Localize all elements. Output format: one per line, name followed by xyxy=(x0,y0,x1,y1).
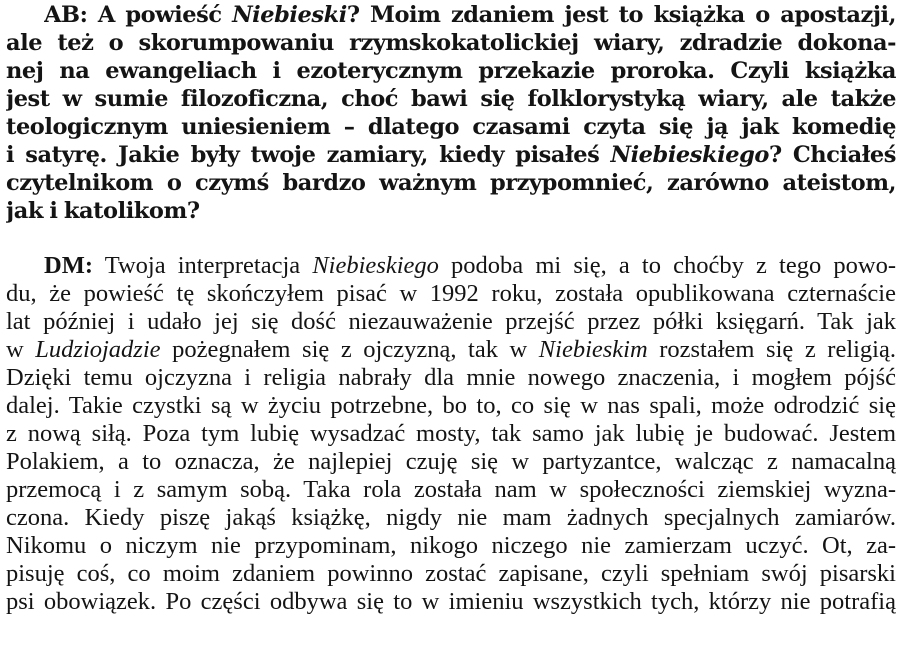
text-segment: ? Moim zdaniem jest to książka o apostazji, xyxy=(346,2,896,28)
question-line xyxy=(6,170,896,200)
text-segment: pożegnałem się z ojczyzną, tak w xyxy=(160,336,539,363)
answer-line xyxy=(6,532,896,562)
question-line xyxy=(6,58,896,88)
text-segment: dalej. Takie czystki są w życiu potrzebne, bo to, co się w nas spali, może odrodzić się xyxy=(6,392,896,419)
text-segment: z nową siłą. Poza tym lubię wysadzać mosty, tak samo jak lubię je budować. Jestem xyxy=(6,420,896,447)
text-segment: Polakiem, a to oznacza, że najlepiej czuję się w partyzantce, walcząc z namacalną xyxy=(6,448,896,475)
text-segment: Dzięki temu ojczyzna i religia nabrały dla mnie nowego znaczenia, i mogłem pójść xyxy=(6,364,896,391)
text-segment: czona. Kiedy piszę jakąś książkę, nigdy nie mam żadnych specjalnych zamiarów. xyxy=(6,504,896,531)
question-line-content xyxy=(98,2,896,28)
answer-line xyxy=(6,588,896,618)
italic-title-text: Ludziojadzie xyxy=(35,336,161,363)
answer-line xyxy=(6,280,896,310)
answer-line xyxy=(6,308,896,338)
text-segment: A powieść xyxy=(97,2,233,28)
answer-line xyxy=(6,420,896,450)
answer-line xyxy=(6,504,896,534)
question-line xyxy=(6,198,896,228)
answer-line-content xyxy=(93,252,896,279)
text-segment: psi obowiązek. Po części odbywa się to w imieniu wszystkich tych, którzy nie potrafią xyxy=(6,588,896,615)
speaker-label-dm: DM: xyxy=(44,252,93,279)
text-segment: Twoja interpretacja xyxy=(92,252,313,279)
question-line xyxy=(6,86,896,116)
question-line xyxy=(6,114,896,144)
answer-line xyxy=(44,252,896,282)
answer-line xyxy=(6,336,896,366)
text-segment: rozstałem się z religią. xyxy=(647,336,896,363)
text-segment: lat później i udało jej się dość niezauważenie przejść przez półki księgarń. Tak jak xyxy=(6,308,896,335)
text-segment: pisuję coś, co moim zdaniem powinno zostać zapisane, czyli spełniam swój pisarski xyxy=(6,560,896,587)
text-segment: ale też o skorumpowaniu rzymskokatolickiej wiary, zdradzie dokona- xyxy=(6,30,896,56)
text-segment: teologicznym uniesieniem – dlatego czasami czyta się ją jak komedię xyxy=(6,114,896,140)
text-segment: ? Chciałeś xyxy=(768,142,896,168)
italic-title-text: Niebieski xyxy=(232,2,347,28)
text-segment: nej na ewangeliach i ezoterycznym przekazie proroka. Czyli książka xyxy=(6,58,896,84)
question-line xyxy=(44,2,896,32)
text-segment: jest w sumie filozoficzna, choć bawi się folklorystyką wiary, ale także xyxy=(6,86,896,112)
italic-title-text: Niebieskim xyxy=(538,336,648,363)
text-segment: du, że powieść tę skończyłem pisać w 1992 roku, została opublikowana czternaście xyxy=(6,280,896,307)
text-segment: jak i katolikom? xyxy=(6,198,200,224)
answer-line xyxy=(6,560,896,590)
text-segment: podoba mi się, a to choćby z tego powo- xyxy=(438,252,896,279)
text-segment: w xyxy=(6,336,36,363)
answer-line xyxy=(6,476,896,506)
text-segment: czytelnikom o czymś bardzo ważnym przypomnieć, zarówno ateistom, xyxy=(6,170,896,196)
text-segment: przemocą i z samym sobą. Taka rola została nam w społeczności ziemskiej wyzna- xyxy=(6,476,896,503)
question-line xyxy=(6,142,896,172)
answer-line xyxy=(6,392,896,422)
question-line xyxy=(6,30,896,60)
answer-line xyxy=(6,364,896,394)
italic-title-text: Niebieskiego xyxy=(312,252,439,279)
italic-title-text: Niebieskiego xyxy=(610,142,769,168)
speaker-label-ab: AB: xyxy=(44,2,88,28)
text-segment: Nikomu o niczym nie przypominam, nikogo niczego nie zamierzam uczyć. Ot, za- xyxy=(6,532,896,559)
answer-line xyxy=(6,448,896,478)
text-segment: i satyrę. Jakie były twoje zamiary, kiedy pisałeś xyxy=(6,142,611,168)
